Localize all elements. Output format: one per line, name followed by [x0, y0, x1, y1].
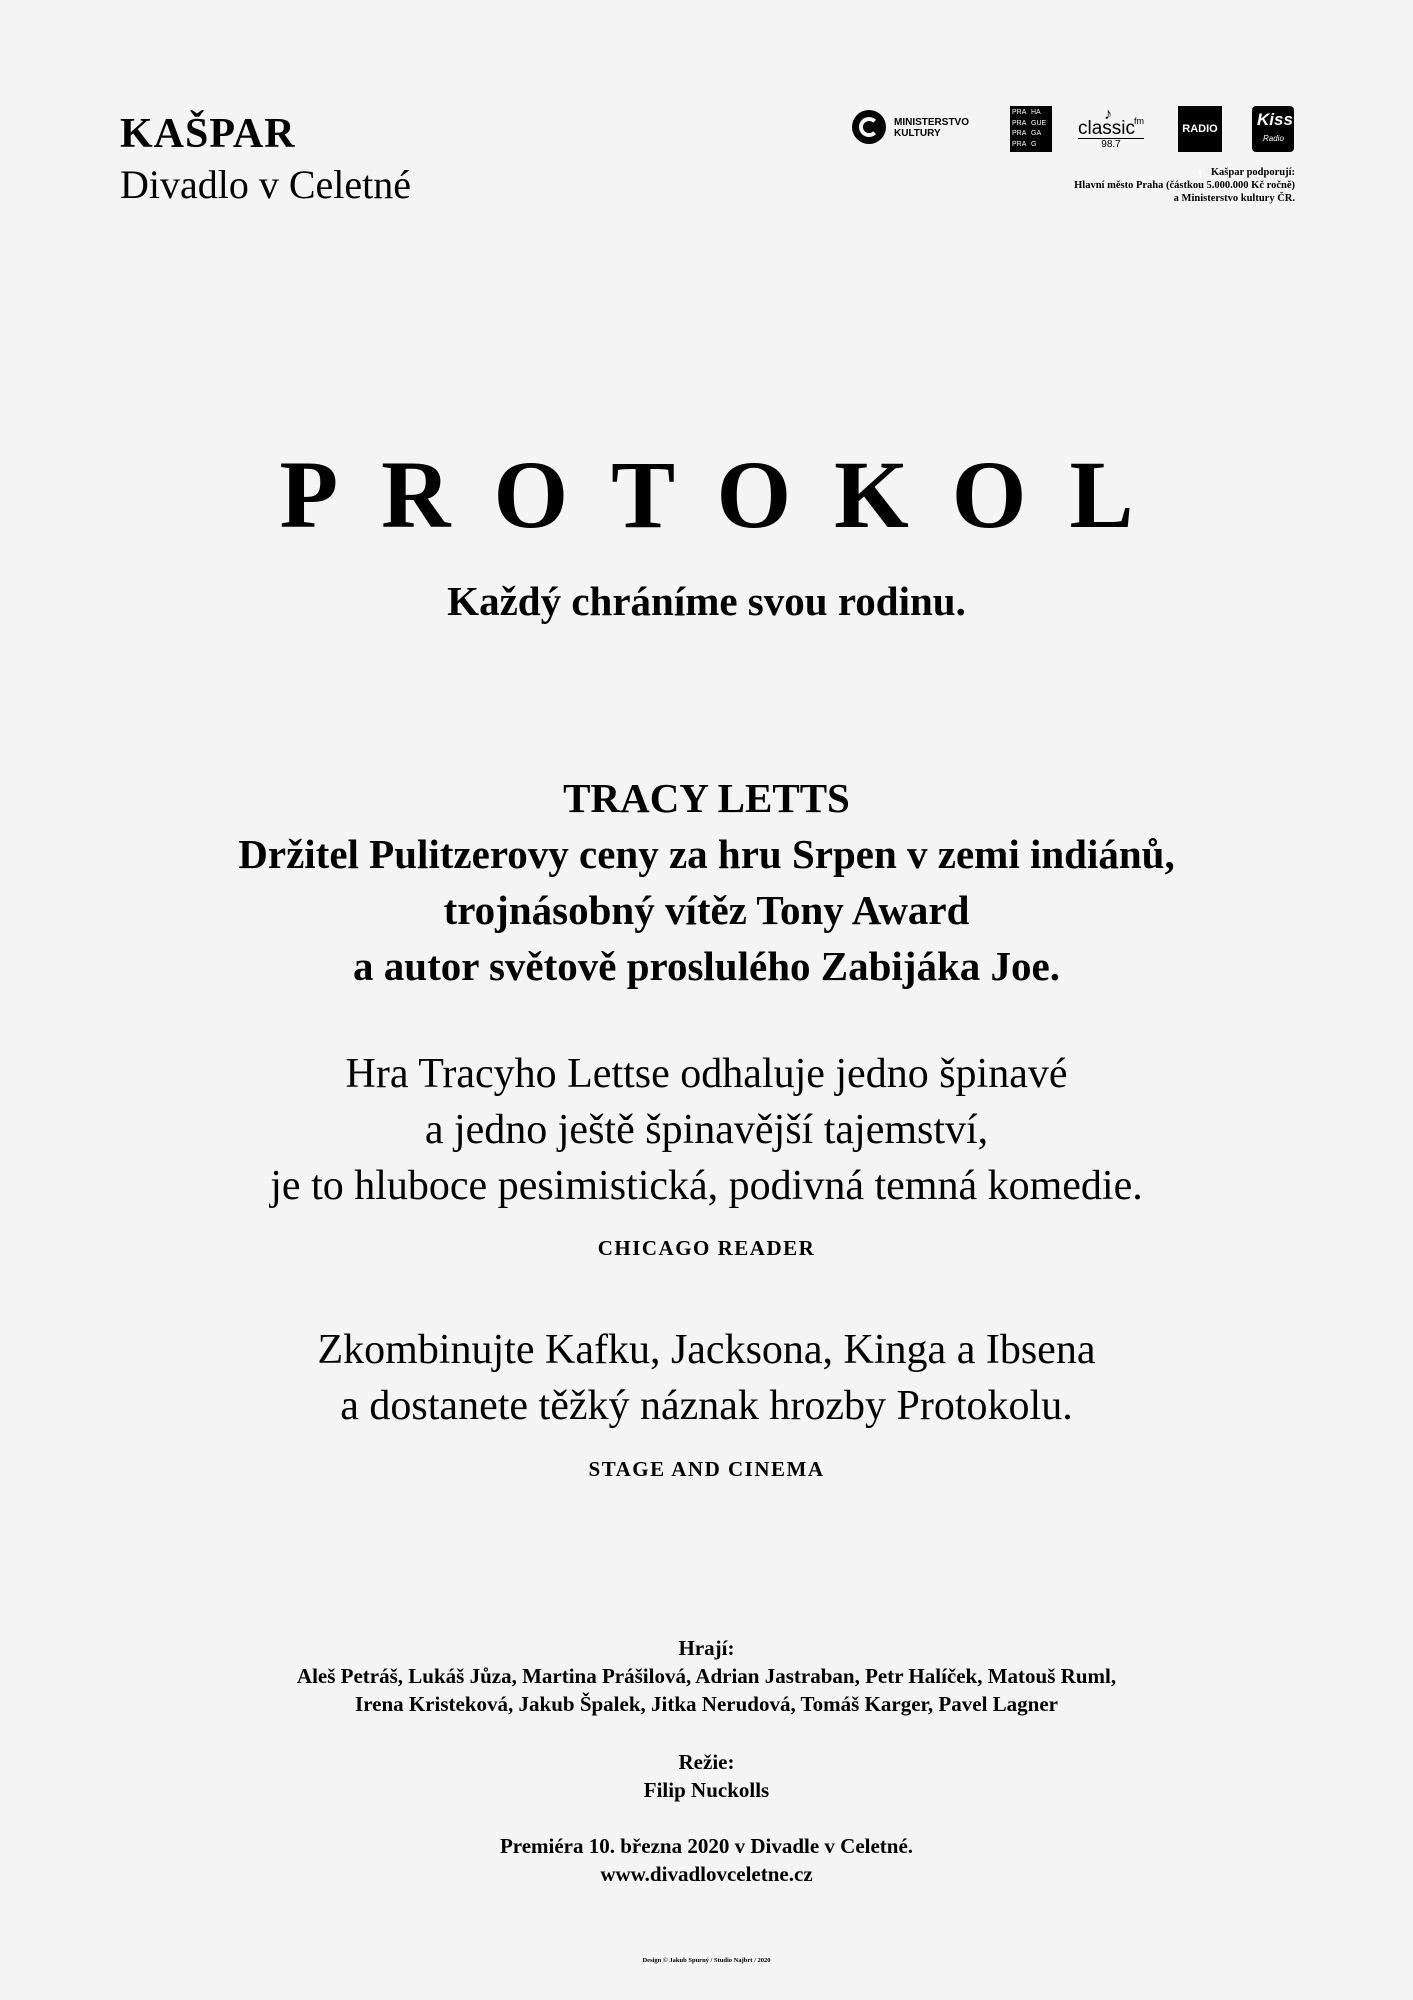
director-label: Režie:	[678, 1750, 735, 1774]
brand-name: KAŠPAR	[120, 111, 296, 157]
premiere-info: Premiéra 10. března 2020 v Divadle v Celetné.	[499, 1834, 914, 1858]
ministerstvo-kultury-logo: MINISTERSTVO KULTURY	[850, 106, 980, 152]
review-source: STAGE AND CINEMA	[588, 1457, 825, 1481]
cast-label: Hrají:	[678, 1636, 735, 1660]
theatre-brand	[120, 108, 411, 210]
cast-list: Aleš Petráš, Lukáš Jůza, Martina Prášilová, Adrian Jastraban, Petr Halíček, Matouš Ruml, Irena Kristeková, Jakub Špalek, Jitka Nerudová, Tomáš Karger, Pavel Lagner	[296, 1664, 1117, 1716]
classic-fm-logo: ♪ classic fm 98.7	[1078, 106, 1144, 150]
review-quote: Hra Tracyho Lettse odhaluje jedno špinavé a jedno ještě špinavější tajemství, je to hluboce pesimistická, podivná temná komedie.	[270, 1051, 1143, 1209]
director-name: Filip Nuckolls	[643, 1778, 770, 1802]
tagline: Každý chráníme svou rodinu.	[447, 578, 966, 624]
author-description: Držitel Pulitzerovy ceny za hru Srpen v zemi indiánů, trojnásobný vítěz Tony Award a autor světově proslulého Zabijáka Joe.	[238, 831, 1175, 989]
website-link[interactable]: www.divadlovceletne.cz	[600, 1862, 813, 1886]
sponsor-logos	[850, 106, 1296, 181]
praha-logo: PRA HA PRA GUE PRA GA PRA G	[1010, 106, 1052, 152]
author-name: TRACY LETTS	[563, 775, 850, 821]
review-source: CHICAGO READER	[597, 1236, 816, 1260]
play-title: PROTOKOL	[279, 441, 1177, 548]
brand-subtitle: Divadlo v Celetné	[120, 162, 412, 207]
radio-1-logo: RADIO 1	[1178, 106, 1222, 152]
ministry-emblem-icon	[852, 110, 886, 144]
kiss-radio-logo: Kiss Radio	[1252, 106, 1294, 152]
design-credit: Design © Jakub Spurný / Studio Najbrt / 2020	[642, 1957, 771, 1964]
music-note-icon: ♪	[1104, 106, 1112, 123]
review-quote: Zkombinujte Kafku, Jacksona, Kinga a Ibsena a dostanete těžký náznak hrozby Protokolu.	[317, 1327, 1096, 1429]
support-note: Kašpar podporují: Hlavní město Praha (částkou 5.000.000 Kč ročně) a Ministerstvo kultury ČR.	[1074, 167, 1295, 204]
